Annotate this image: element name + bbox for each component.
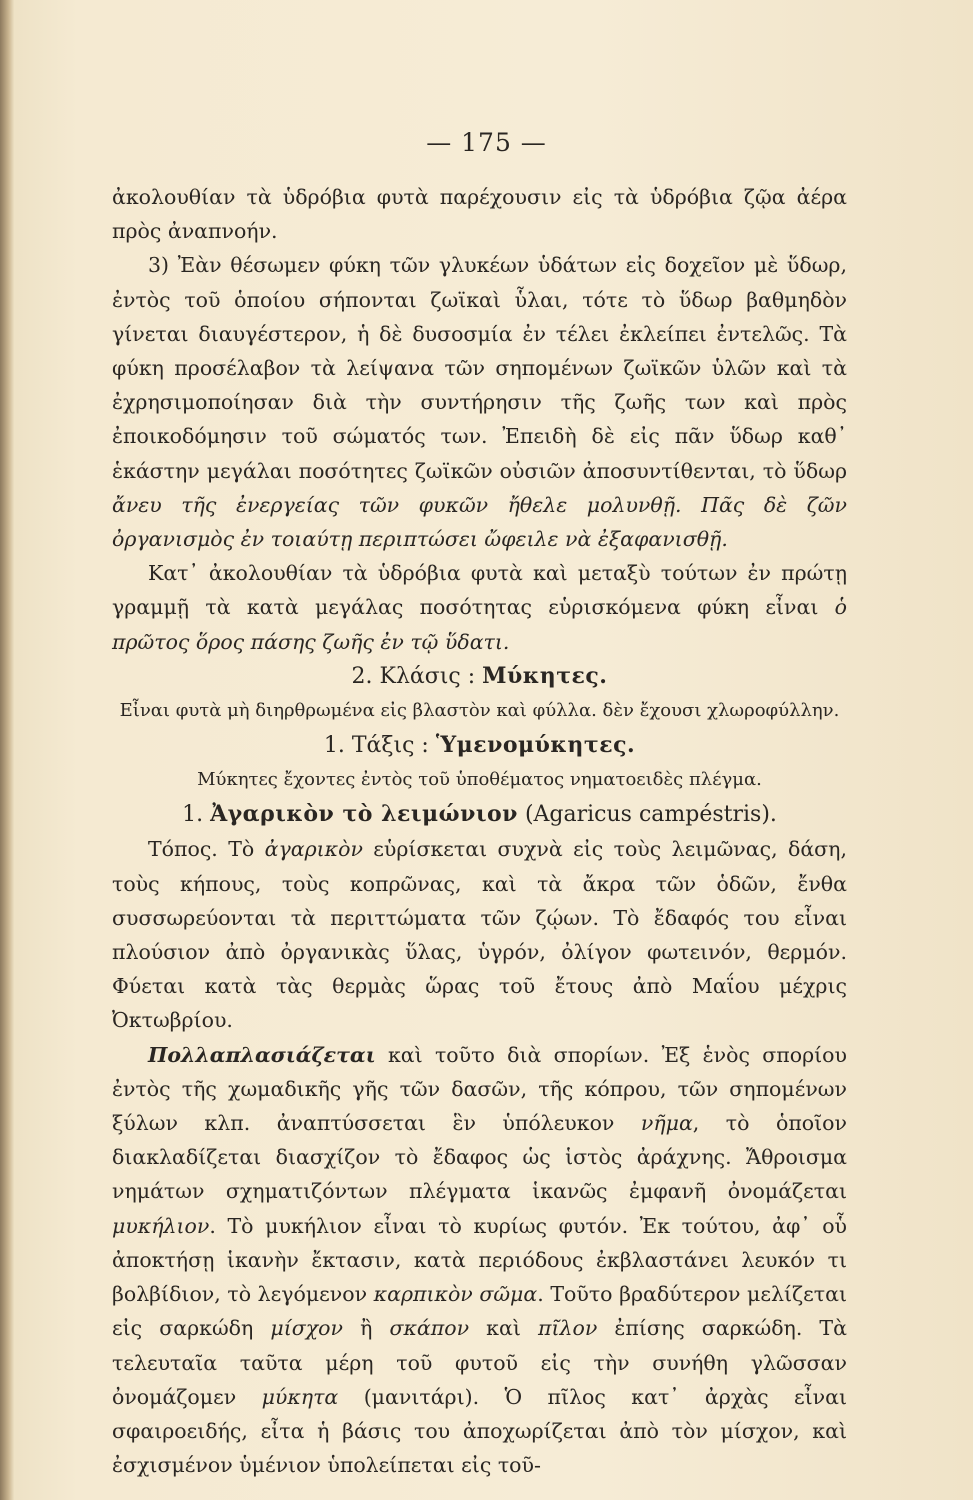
species-heading-prefix: 1. — [182, 802, 204, 828]
paragraph-2 — [112, 248, 847, 556]
page-gutter — [0, 0, 14, 1500]
paragraph-5-text-b: , τὸ ὁποῖον διακλαδίζεται διασχίζον τὸ ἔδαφος ὡς ἱστὸς ἀράχνης. Ἄθροισμα νημάτων σχηματιζόντων πλέγματα ἱκανῶς ἐμφανῆ ὀνομάζεται — [112, 1111, 847, 1204]
paragraph-1-text: ἀκολουθίαν τὰ ὑδρόβια φυτὰ παρέχουσιν εἰς τὰ ὑδρόβια ζῷα ἀέρα πρὸς ἀναπνοήν. — [112, 185, 847, 244]
paragraph-4 — [112, 832, 847, 1037]
paragraph-5-text-a: καὶ τοῦτο διὰ σπορίων. Ἐξ ἑνὸς σπορίου ἐντὸς τῆς χωμαδικῆς γῆς τῶν δασῶν, τῆς κόπρου, τῶν σηπομένων ξύλων κλπ. ἀναπτύσσεται ἓν ὑπόλευκον — [112, 1042, 847, 1136]
class-heading-name: Μύκητες. — [482, 662, 608, 689]
paragraph-5 — [112, 1038, 847, 1483]
paragraph-4-text-b: εὑρίσκεται συχνὰ εἰς τοὺς λειμῶνας, δάση, τοὺς κήπους, τοὺς κοπρῶνας, καὶ τὰ ἄκρα τῶν ὁδῶν, ἔνθα συσσωρεύονται τὰ περιττώματα τῶν ζῴων. Τὸ ἔδαφός του εἶναι πλούσιον ἀπὸ ὀργανικὰς ὕλας, ὑγρόν, ὀλίγον φωτεινόν, θερμόν. Φύεται κατὰ τὰς θερμὰς ὥρας τοῦ ἔτους ἀπὸ Μαΐου μέχρις Ὀκτωβρίου. — [112, 837, 847, 1033]
paragraph-5-italic-e: σκάπον — [389, 1316, 470, 1341]
paragraph-5-italic-f: πῖλον — [537, 1316, 598, 1341]
paragraph-3 — [112, 556, 847, 659]
order-heading-name: Ὑμενομύκητες. — [435, 732, 636, 759]
page-number: — 175 — — [426, 128, 547, 157]
paragraph-5-italic-d: μίσχον — [270, 1316, 343, 1341]
class-heading — [112, 659, 847, 694]
paragraph-3-text: Κατ᾽ ἀκολουθίαν τὰ ὑδρόβια φυτὰ καὶ μεταξὺ τούτων ἐν πρώτῃ γραμμῇ τὰ κατὰ μεγάλας ποσότητας εὑρισκόμενα φύκη εἶναι — [112, 561, 847, 620]
order-heading — [112, 728, 847, 763]
species-heading — [112, 797, 847, 832]
paragraph-5-text-d: . Τοῦτο βραδύτερον μελίζεται εἰς σαρκώδη — [112, 1282, 847, 1341]
paragraph-4-italic-a: ἀγαρικὸν — [264, 837, 363, 862]
paragraph-5-italic-b: μυκήλιον — [112, 1213, 210, 1238]
species-heading-latin: (Agaricus campéstris). — [524, 802, 777, 828]
paragraph-5-bold: Πολλαπλασιάζεται — [148, 1042, 376, 1067]
paragraph-4-text-a: Τόπος. Τὸ — [148, 837, 255, 862]
paragraph-1 — [112, 180, 847, 248]
order-description: Μύκητες ἔχοντες ἐντὸς τοῦ ὑποθέματος νηματοειδὲς πλέγμα. — [197, 769, 762, 791]
paragraph-5-text-g: ἐπίσης σαρκώδη. Τὰ τελευταῖα ταῦτα μέρη τοῦ φυτοῦ εἰς τὴν συνήθη γλῶσσαν ὀνομάζομεν — [112, 1316, 847, 1409]
page-body — [112, 180, 847, 1482]
paragraph-5-text-h: (μανιτάρι). Ὁ πῖλος κατ᾽ ἀρχὰς εἶναι σφαιροειδής, εἶτα ἡ βάσις του ἀποχωρίζεται ἀπὸ τὸν μίσχον, καὶ ἐσχισμένον ὑμένιον ὑπολείπεται εἰς τοῦ- — [112, 1384, 847, 1478]
species-heading-name: Ἀγαρικὸν τὸ λειμώνιον — [210, 801, 518, 828]
paragraph-5-italic-g: μύκητα — [261, 1384, 339, 1409]
paragraph-5-text-e: ἢ — [360, 1316, 373, 1341]
paragraph-2-text: 3) Ἐὰν θέσωμεν φύκη τῶν γλυκέων ὑδάτων εἰς δοχεῖον μὲ ὕδωρ, ἐντὸς τοῦ ὁποίου σήπονται ζωϊκαὶ ὗλαι, τότε τὸ ὕδωρ βαθμηδὸν γίνεται διαυγέστερον, ἡ δὲ δυσοσμία ἐν τέλει ἐκλείπει ἐντελῶς. Τὰ φύκη προσέλαβον τὰ λείψανα τῶν σηπομένων ζωϊκῶν ὑλῶν καὶ τὰ ἐχρησιμοποίησαν διὰ τὴν συντήρησιν τῆς ζωῆς των καὶ πρὸς ἐποικοδόμησιν τοῦ σώματός των. Ἐπειδὴ δὲ εἰς πᾶν ὕδωρ καθ᾽ ἑκάστην μεγάλαι ποσότητες ζωϊκῶν οὐσιῶν ἀποσυντίθενται, τὸ ὕδωρ — [112, 253, 847, 483]
order-heading-prefix: 1. Τάξις : — [323, 733, 429, 759]
class-heading-prefix: 2. Κλάσις : — [351, 663, 476, 689]
paragraph-5-text-c: . Τὸ μυκήλιον εἶναι τὸ κυρίως φυτόν. Ἐκ τούτου, ἀφ᾽ οὗ ἀποκτήσῃ ἱκανὴν ἔκτασιν, κατὰ περιόδους ἐκβλαστάνει λευκόν τι βολβίδιον, τὸ λεγόμενον — [112, 1213, 847, 1307]
class-description: Εἶναι φυτὰ μὴ διηρθρωμένα εἰς βλαστὸν καὶ φύλλα. δὲν ἔχουσι χλωροφύλλην. — [119, 700, 840, 722]
paragraph-2-italic: ἄνευ τῆς ἐνεργείας τῶν φυκῶν ἤθελε μολυνθῇ. Πᾶς δὲ ζῶν ὀργανισμὸς ἐν τοιαύτῃ περιπτώσει ὤφειλε νὰ ἐξαφανισθῇ. — [112, 492, 847, 552]
paragraph-5-text-f: καὶ — [486, 1316, 521, 1341]
paragraph-5-italic-a: νῆμα — [640, 1111, 693, 1136]
paragraph-3-italic: ὁ πρῶτος ὅρος πάσης ζωῆς ἐν τῷ ὕδατι. — [112, 595, 847, 654]
paragraph-5-italic-c: καρπικὸν σῶμα — [373, 1282, 538, 1307]
